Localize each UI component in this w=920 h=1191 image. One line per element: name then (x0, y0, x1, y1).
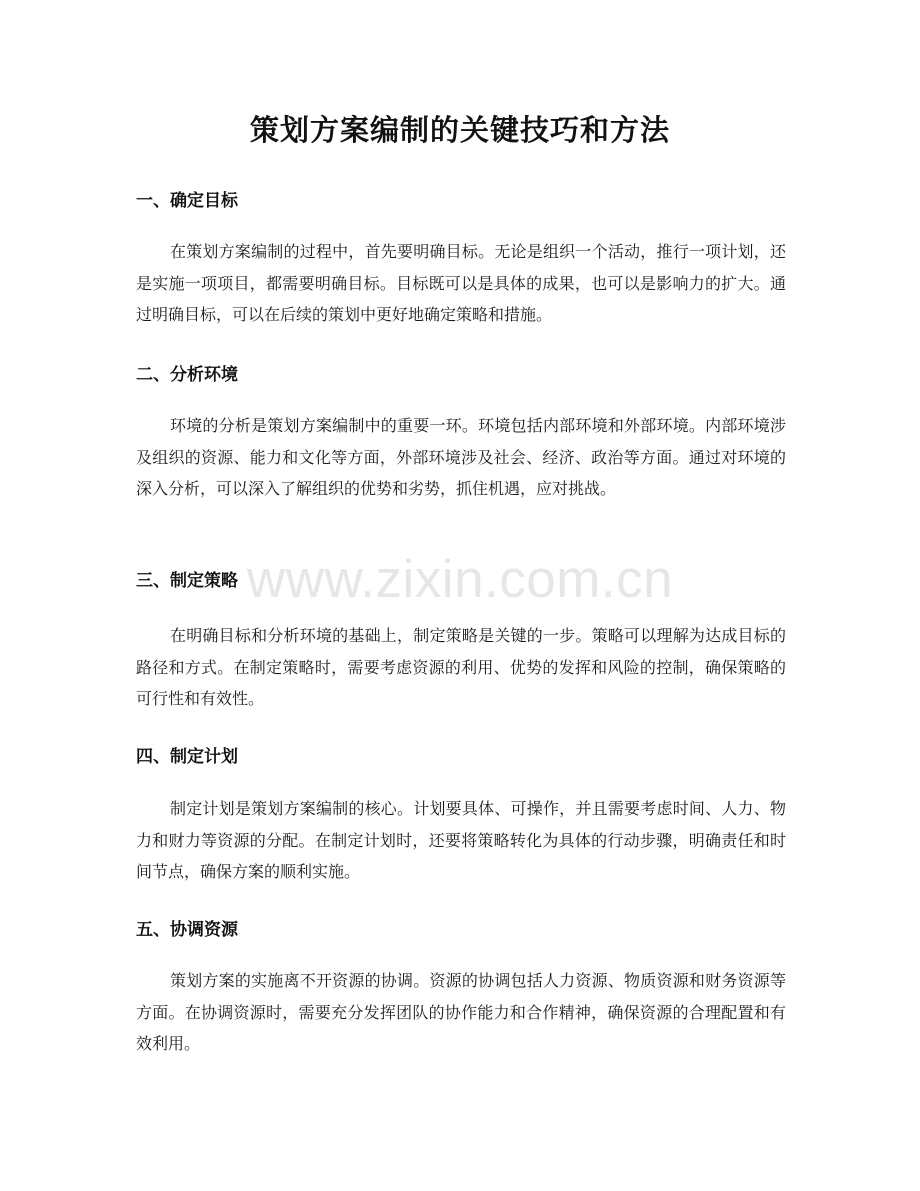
document-title: 策划方案编制的关键技巧和方法 (249, 113, 670, 147)
section-heading-5: 五、协调资源 (136, 920, 238, 940)
section-heading-2: 二、分析环境 (136, 365, 238, 385)
section-heading-4: 四、制定计划 (136, 747, 238, 767)
section-paragraph-1: 在策划方案编制的过程中，首先要明确目标。无论是组织一个活动，推行一项计划，还是实施一项项目，都需要明确目标。目标既可以是具体的成果，也可以是影响力的扩大。通过明确目标，可以在后续的策划中更好地确定策略和措施。 (136, 242, 786, 324)
section-paragraph-3: 在明确目标和分析环境的基础上，制定策略是关键的一步。策略可以理解为达成目标的路径和方式。在制定策略时，需要考虑资源的利用、优势的发挥和风险的控制，确保策略的可行性和有效性。 (136, 626, 786, 708)
section-heading-3: 三、制定策略 (136, 571, 238, 591)
section-paragraph-4: 制定计划是策划方案编制的核心。计划要具体、可操作，并且需要考虑时间、人力、物力和财力等资源的分配。在制定计划时，还要将策略转化为具体的行动步骤，明确责任和时间节点，确保方案的顺利实施。 (136, 799, 786, 881)
section-paragraph-5: 策划方案的实施离不开资源的协调。资源的协调包括人力资源、物质资源和财务资源等方面。在协调资源时，需要充分发挥团队的协作能力和合作精神，确保资源的合理配置和有效利用。 (136, 971, 786, 1053)
watermark: www.zixin.com.cn (246, 550, 674, 609)
section-heading-1: 一、确定目标 (136, 191, 238, 211)
section-paragraph-2: 环境的分析是策划方案编制中的重要一环。环境包括内部环境和外部环境。内部环境涉及组织的资源、能力和文化等方面，外部环境涉及社会、经济、政治等方面。通过对环境的深入分析，可以深入了解组织的优势和劣势，抓住机遇，应对挑战。 (136, 416, 786, 498)
